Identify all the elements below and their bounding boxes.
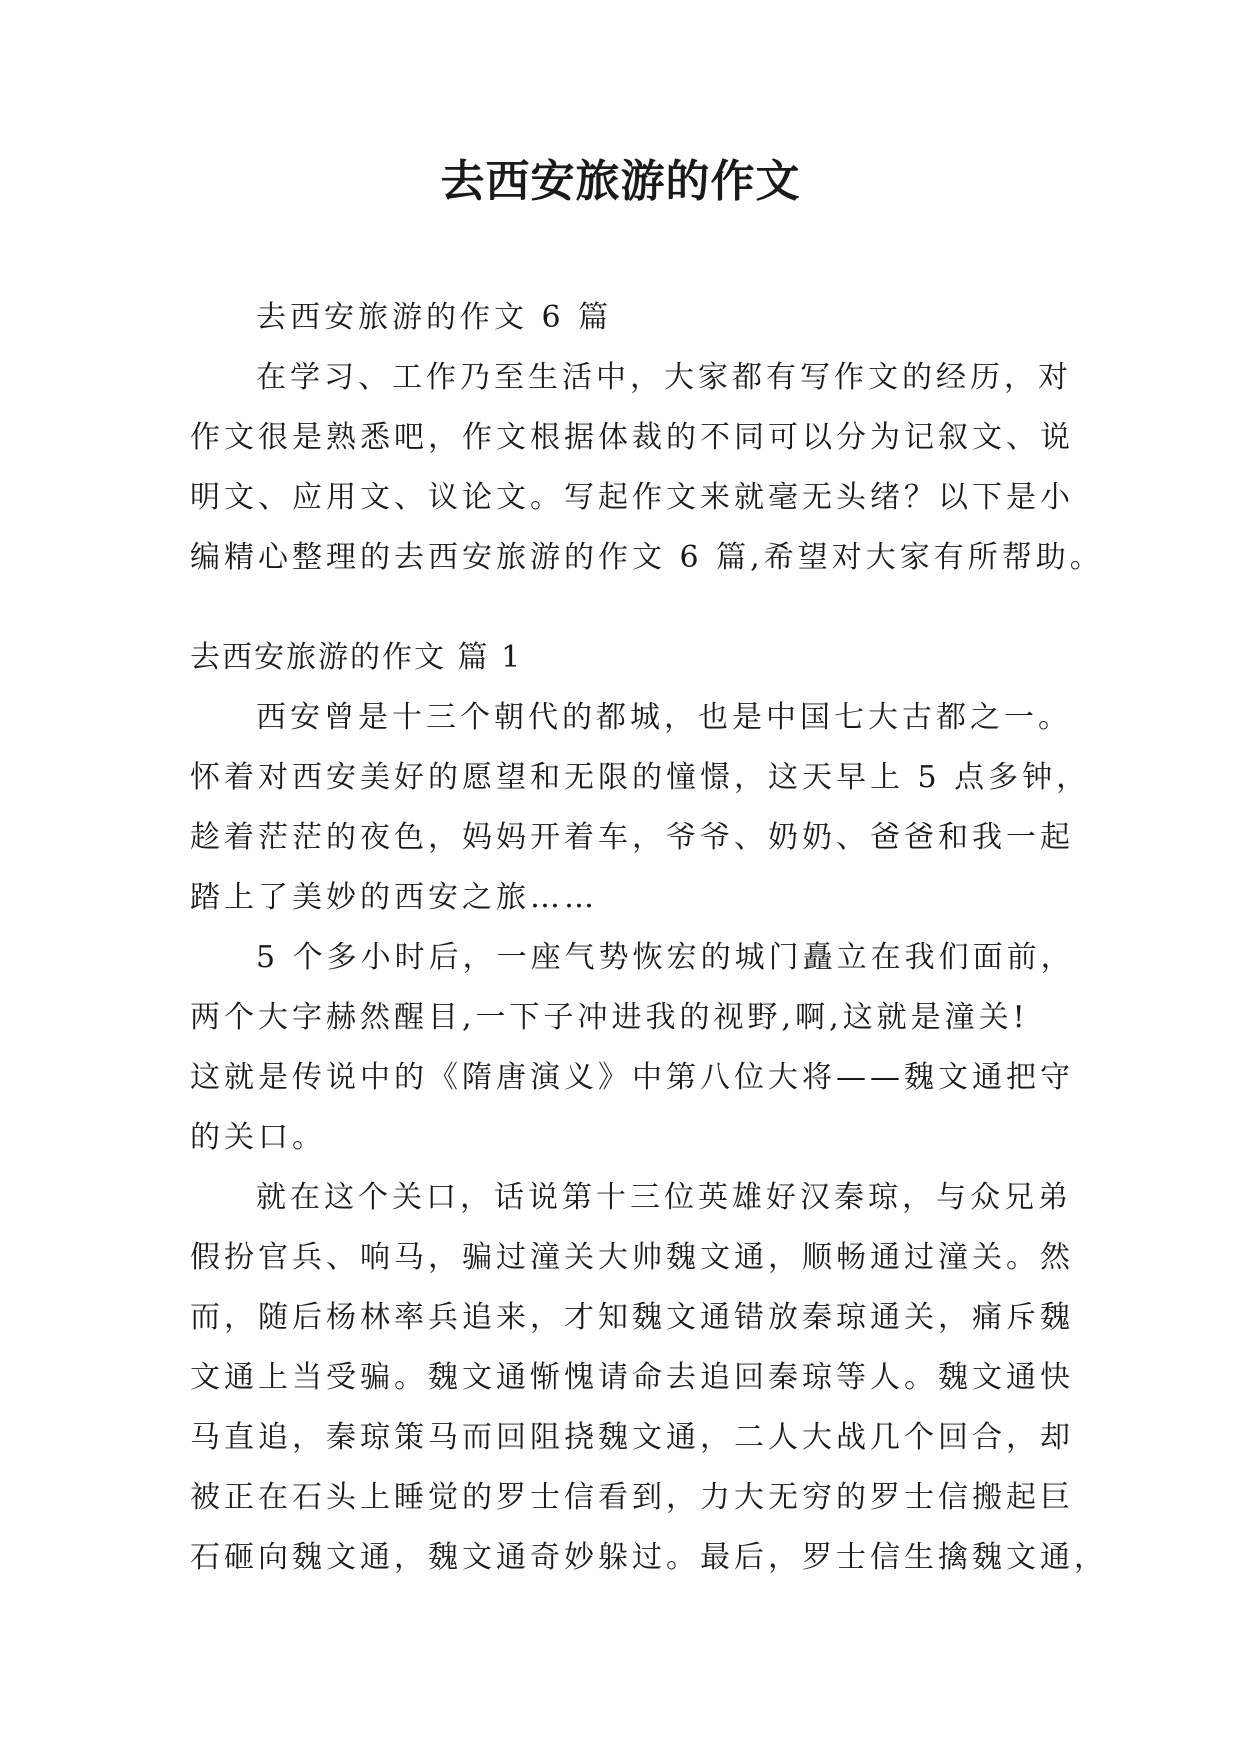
document-title: 去西安旅游的作文 [440,156,801,207]
paragraph-line: 假扮官兵、响马，骗过潼关大帅魏文通，顺畅通过潼关。然 [190,1240,1074,1275]
paragraph-line: 踏上了美妙的西安之旅…… [190,880,598,915]
paragraph-3 [190,1168,1108,1588]
paragraph-line: 两个大字赫然醒目,一下子冲进我的视野,啊,这就是潼关! [190,1000,1029,1035]
paragraph-line: 石砸向魏文通，魏文通奇妙躲过。最后，罗士信生擒魏文通， [190,1540,1108,1575]
intro-line: 明文、应用文、议论文。写起作文来就毫无头绪？以下是小 [190,480,1074,515]
section-heading: 去西安旅游的作文 篇 1 [190,640,523,675]
paragraph-line: 5 个多小时后，一座气势恢宏的城门矗立在我们面前， [256,940,1075,975]
paragraph-line: 马直追，秦琼策马而回阻挠魏文通，二人大战几个回合，却 [190,1420,1074,1455]
intro-line: 编精心整理的去西安旅游的作文 6 篇,希望对大家有所帮助。 [190,540,1104,575]
paragraph-line: 而，随后杨林率兵追来，才知魏文通错放秦琼通关，痛斥魏 [190,1300,1074,1335]
intro-line: 作文很是熟悉吧，作文根据体裁的不同可以分为记叙文、说 [190,420,1074,455]
paragraph-2 [190,928,1075,1168]
intro-paragraph [190,348,1104,588]
paragraph-line: 趁着茫茫的夜色，妈妈开着车，爷爷、奶奶、爸爸和我一起 [190,820,1074,855]
document-body [190,288,1108,1588]
paragraph-line: 这就是传说中的《隋唐演义》中第八位大将——魏文通把守 [190,1060,1074,1095]
section-gap [190,588,1070,628]
paragraph-line: 文通上当受骗。魏文通惭愧请命去追回秦琼等人。魏文通快 [190,1360,1074,1395]
document-subtitle: 去西安旅游的作文 6 篇 [256,300,613,335]
paragraph-1 [190,688,1091,928]
intro-line: 在学习、工作乃至生活中，大家都有写作文的经历，对 [256,360,1072,395]
paragraph-line: 怀着对西安美好的愿望和无限的憧憬，这天早上 5 点多钟， [190,760,1091,795]
paragraph-line: 的关口。 [190,1120,326,1155]
paragraph-line: 西安曾是十三个朝代的都城，也是中国七大古都之一。 [256,700,1072,735]
paragraph-line: 就在这个关口，话说第十三位英雄好汉秦琼，与众兄弟 [256,1180,1072,1215]
paragraph-line: 被正在石头上睡觉的罗士信看到，力大无穷的罗士信搬起巨 [190,1480,1074,1515]
